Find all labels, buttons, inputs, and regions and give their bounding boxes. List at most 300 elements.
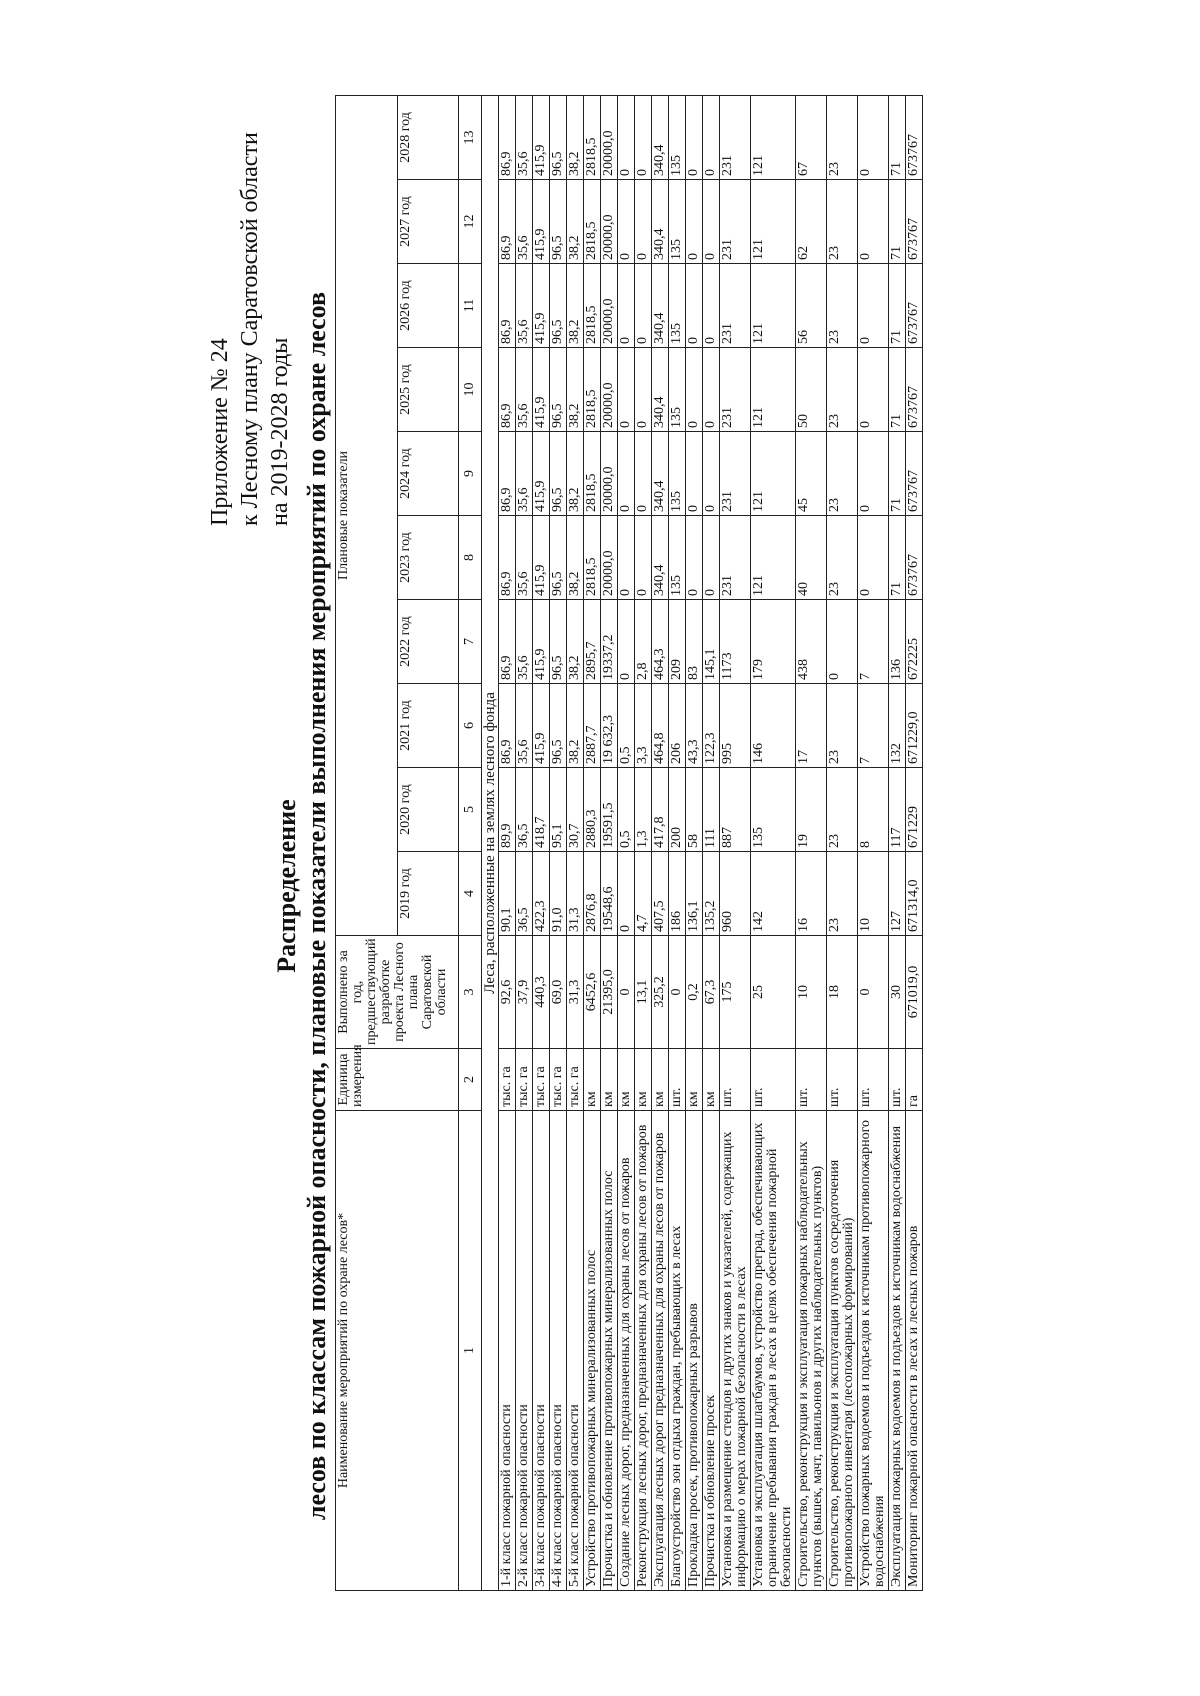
table-row	[499, 95, 516, 1590]
row-value: 23	[827, 348, 858, 432]
row-value: 340,4	[652, 180, 669, 264]
row-done: 0	[669, 936, 686, 1049]
year-header: 2019 год	[397, 852, 459, 936]
row-value: 36,5	[516, 852, 533, 936]
row-done: 0	[858, 936, 889, 1049]
table-row	[584, 95, 601, 1590]
year-header: 2021 год	[397, 684, 459, 768]
row-value: 0	[686, 348, 703, 432]
row-value: 35,6	[516, 684, 533, 768]
year-header: 2025 год	[397, 348, 459, 432]
row-value: 0	[703, 264, 720, 348]
row-name: Установка и эксплуатация шлагбаумов, устройство преград, обеспечивающих ограничение пребывания граждан в лесах в целях обеспечения пожарной безопасности	[751, 1111, 796, 1591]
row-value: 0	[618, 852, 635, 936]
row-value: 0	[686, 264, 703, 348]
row-value: 20000,0	[601, 95, 618, 179]
row-value: 86,9	[499, 180, 516, 264]
row-value: 135	[669, 516, 686, 600]
row-value: 0	[703, 516, 720, 600]
column-number: 1	[459, 1111, 482, 1591]
row-unit: км	[601, 1049, 618, 1111]
row-value: 960	[720, 852, 751, 936]
table-row	[796, 95, 827, 1590]
row-value: 415,9	[533, 684, 550, 768]
table-row	[858, 95, 889, 1590]
row-value: 35,6	[516, 180, 533, 264]
row-unit: км	[686, 1049, 703, 1111]
row-value: 0	[686, 95, 703, 179]
appendix-years: на 2019-2028 годы	[267, 337, 293, 526]
row-value: 2818,5	[584, 264, 601, 348]
row-done: 175	[720, 936, 751, 1049]
row-value: 231	[720, 264, 751, 348]
row-value: 2818,5	[584, 95, 601, 179]
row-value: 121	[751, 348, 796, 432]
row-value: 2818,5	[584, 348, 601, 432]
year-header: 2023 год	[397, 516, 459, 600]
row-value: 117	[889, 768, 906, 852]
row-name: Эксплуатация пожарных водоемов и подъездов к источникам водоснабжения	[889, 1111, 906, 1591]
row-value: 200	[669, 768, 686, 852]
table-body	[482, 95, 923, 1590]
row-unit: км	[584, 1049, 601, 1111]
row-name: 2-й класс пожарной опасности	[516, 1111, 533, 1591]
row-value: 0	[686, 180, 703, 264]
row-value: 121	[751, 432, 796, 516]
row-value: 1173	[720, 600, 751, 684]
row-name: Благоустройство зон отдыха граждан, пребывающих в лесах	[669, 1111, 686, 1591]
row-unit: шт.	[751, 1049, 796, 1111]
row-value: 0	[635, 264, 652, 348]
row-value: 83	[686, 600, 703, 684]
table-row	[550, 95, 567, 1590]
row-name: Устройство противопожарных минерализованных полос	[584, 1111, 601, 1591]
row-value: 38,2	[567, 600, 584, 684]
row-value: 96,5	[550, 264, 567, 348]
row-value: 86,9	[499, 432, 516, 516]
row-value: 38,2	[567, 432, 584, 516]
row-value: 0	[635, 348, 652, 432]
row-value: 671314,0	[906, 852, 923, 936]
row-value: 135,2	[703, 852, 720, 936]
row-name: Прочистка и обновление просек	[703, 1111, 720, 1591]
row-value: 127	[889, 852, 906, 936]
row-value: 179	[751, 600, 796, 684]
row-value: 38,2	[567, 95, 584, 179]
row-value: 7	[858, 684, 889, 768]
row-value: 43,3	[686, 684, 703, 768]
fire-protection-table	[335, 95, 923, 1591]
table-container	[335, 96, 923, 1591]
row-value: 95,1	[550, 768, 567, 852]
row-value: 38,2	[567, 348, 584, 432]
row-value: 673767	[906, 180, 923, 264]
row-value: 35,6	[516, 348, 533, 432]
page-title: Распределение	[272, 799, 301, 973]
row-value: 673767	[906, 264, 923, 348]
row-unit: шт.	[889, 1049, 906, 1111]
row-name: Эксплуатация лесных дорог предназначенных для охраны лесов от пожаров	[652, 1111, 669, 1591]
row-value: 0	[858, 264, 889, 348]
column-number: 4	[459, 852, 482, 936]
row-value: 673767	[906, 432, 923, 516]
column-number: 3	[459, 936, 482, 1049]
row-value: 0	[858, 180, 889, 264]
row-value: 36,5	[516, 768, 533, 852]
row-value: 23	[827, 516, 858, 600]
row-name: 3-й класс пожарной опасности	[533, 1111, 550, 1591]
appendix-plan: к Лесному плану Саратовской области	[237, 132, 263, 526]
row-value: 186	[669, 852, 686, 936]
row-value: 1,3	[635, 768, 652, 852]
row-value: 0	[686, 516, 703, 600]
row-value: 71	[889, 264, 906, 348]
row-unit: га	[906, 1049, 923, 1111]
row-done: 92,6	[499, 936, 516, 1049]
column-number: 8	[459, 516, 482, 600]
row-value: 438	[796, 600, 827, 684]
row-value: 2818,5	[584, 432, 601, 516]
row-value: 96,5	[550, 432, 567, 516]
row-value: 23	[827, 768, 858, 852]
row-value: 23	[827, 95, 858, 179]
row-value: 96,5	[550, 348, 567, 432]
row-value: 2818,5	[584, 180, 601, 264]
row-unit: шт.	[827, 1049, 858, 1111]
row-value: 121	[751, 516, 796, 600]
row-value: 23	[827, 852, 858, 936]
row-unit: шт.	[858, 1049, 889, 1111]
row-value: 340,4	[652, 432, 669, 516]
row-done: 13,1	[635, 936, 652, 1049]
row-value: 415,9	[533, 600, 550, 684]
column-number: 13	[459, 95, 482, 179]
row-value: 340,4	[652, 264, 669, 348]
row-name: Строительство, реконструкция и эксплуатация пожарных наблюдательных пунктов (вышек, мачт, павильонов и других наблюдательных пунктов)	[796, 1111, 827, 1591]
row-value: 86,9	[499, 348, 516, 432]
table-row	[635, 95, 652, 1590]
row-value: 45	[796, 432, 827, 516]
row-value: 121	[751, 264, 796, 348]
row-value: 71	[889, 180, 906, 264]
column-number: 5	[459, 768, 482, 852]
row-done: 6452,6	[584, 936, 601, 1049]
row-done: 18	[827, 936, 858, 1049]
row-value: 0	[858, 95, 889, 179]
row-value: 121	[751, 95, 796, 179]
row-value: 135	[669, 432, 686, 516]
header-name: Наименование мероприятий по охране лесов*	[336, 1111, 459, 1591]
row-value: 464,3	[652, 600, 669, 684]
row-value: 86,9	[499, 95, 516, 179]
row-name: Прокладка просек, противопожарных разрывов	[686, 1111, 703, 1591]
table-row	[516, 95, 533, 1590]
row-value: 0	[635, 516, 652, 600]
row-value: 35,6	[516, 432, 533, 516]
row-value: 3,3	[635, 684, 652, 768]
row-value: 231	[720, 95, 751, 179]
row-unit: шт.	[669, 1049, 686, 1111]
row-value: 231	[720, 432, 751, 516]
row-value: 135	[669, 95, 686, 179]
row-value: 415,9	[533, 95, 550, 179]
row-value: 62	[796, 180, 827, 264]
row-unit: шт.	[720, 1049, 751, 1111]
column-number: 10	[459, 348, 482, 432]
row-value: 135	[669, 264, 686, 348]
row-value: 0,5	[618, 768, 635, 852]
row-done: 325,2	[652, 936, 669, 1049]
row-name: 1-й класс пожарной опасности	[499, 1111, 516, 1591]
row-value: 96,5	[550, 516, 567, 600]
row-value: 8	[858, 768, 889, 852]
row-value: 135	[669, 180, 686, 264]
row-value: 91,0	[550, 852, 567, 936]
row-done: 440,3	[533, 936, 550, 1049]
row-value: 415,9	[533, 264, 550, 348]
row-value: 231	[720, 348, 751, 432]
row-value: 0	[618, 95, 635, 179]
row-value: 86,9	[499, 600, 516, 684]
row-value: 206	[669, 684, 686, 768]
column-number: 12	[459, 180, 482, 264]
row-unit: км	[635, 1049, 652, 1111]
row-done: 67,3	[703, 936, 720, 1049]
row-unit: тыс. га	[550, 1049, 567, 1111]
row-unit: тыс. га	[499, 1049, 516, 1111]
row-value: 0	[858, 516, 889, 600]
row-value: 31,3	[567, 852, 584, 936]
row-value: 0	[703, 180, 720, 264]
row-value: 2,8	[635, 600, 652, 684]
row-value: 415,9	[533, 432, 550, 516]
row-value: 17	[796, 684, 827, 768]
row-value: 340,4	[652, 516, 669, 600]
row-value: 19 632,3	[601, 684, 618, 768]
row-name: Реконструкция лесных дорог, предназначенных для охраны лесов от пожаров	[635, 1111, 652, 1591]
row-value: 0	[635, 180, 652, 264]
row-value: 86,9	[499, 516, 516, 600]
header-done: Выполнено за год, предшествующий разработке проекта Лесного плана Саратовской области	[336, 936, 459, 1049]
row-value: 38,2	[567, 264, 584, 348]
table-row	[703, 95, 720, 1590]
column-number: 6	[459, 684, 482, 768]
row-done: 0,2	[686, 936, 703, 1049]
row-value: 40	[796, 516, 827, 600]
row-value: 340,4	[652, 348, 669, 432]
row-value: 135	[751, 768, 796, 852]
row-value: 35,6	[516, 600, 533, 684]
table-row	[686, 95, 703, 1590]
row-value: 136,1	[686, 852, 703, 936]
row-value: 422,3	[533, 852, 550, 936]
row-unit: км	[652, 1049, 669, 1111]
row-value: 464,8	[652, 684, 669, 768]
table-row	[652, 95, 669, 1590]
row-value: 415,9	[533, 348, 550, 432]
row-value: 0	[858, 432, 889, 516]
row-done: 31,3	[567, 936, 584, 1049]
table-row	[889, 95, 906, 1590]
column-number: 2	[459, 1049, 482, 1111]
row-value: 96,5	[550, 95, 567, 179]
row-value: 7	[858, 600, 889, 684]
row-value: 19	[796, 768, 827, 852]
row-value: 136	[889, 600, 906, 684]
section-row: Леса, расположенные на землях лесного фонда	[482, 95, 499, 1590]
year-header: 2026 год	[397, 264, 459, 348]
row-value: 67	[796, 95, 827, 179]
row-value: 90,1	[499, 852, 516, 936]
row-value: 673767	[906, 95, 923, 179]
year-header: 2022 год	[397, 600, 459, 684]
row-value: 132	[889, 684, 906, 768]
row-value: 20000,0	[601, 264, 618, 348]
table-row	[751, 95, 796, 1590]
row-done: 30	[889, 936, 906, 1049]
table-row	[669, 95, 686, 1590]
row-value: 0	[827, 600, 858, 684]
row-value: 23	[827, 264, 858, 348]
table-row	[906, 95, 923, 1590]
row-done: 25	[751, 936, 796, 1049]
row-value: 23	[827, 684, 858, 768]
row-unit: шт.	[796, 1049, 827, 1111]
row-value: 58	[686, 768, 703, 852]
row-value: 142	[751, 852, 796, 936]
row-value: 417,8	[652, 768, 669, 852]
table-row	[533, 95, 550, 1590]
row-value: 89,9	[499, 768, 516, 852]
row-value: 418,7	[533, 768, 550, 852]
row-value: 2887,7	[584, 684, 601, 768]
row-value: 407,5	[652, 852, 669, 936]
row-value: 10	[858, 852, 889, 936]
row-value: 0	[618, 516, 635, 600]
row-value: 23	[827, 180, 858, 264]
row-value: 0,5	[618, 684, 635, 768]
row-value: 30,7	[567, 768, 584, 852]
row-value: 19591,5	[601, 768, 618, 852]
row-value: 19337,2	[601, 600, 618, 684]
row-value: 0	[618, 348, 635, 432]
row-value: 887	[720, 768, 751, 852]
row-done: 671019,0	[906, 936, 923, 1049]
row-value: 96,5	[550, 684, 567, 768]
row-name: Установка и размещение стендов и других знаков и указателей, содержащих информацию о мерах пожарной безопасности в лесах	[720, 1111, 751, 1591]
row-value: 122,3	[703, 684, 720, 768]
row-value: 2880,3	[584, 768, 601, 852]
row-value: 35,6	[516, 264, 533, 348]
row-value: 0	[686, 432, 703, 516]
row-done: 0	[618, 936, 635, 1049]
row-value: 671229	[906, 768, 923, 852]
row-value: 50	[796, 348, 827, 432]
column-number: 11	[459, 264, 482, 348]
row-value: 35,6	[516, 516, 533, 600]
row-done: 37,9	[516, 936, 533, 1049]
row-value: 415,9	[533, 516, 550, 600]
row-value: 20000,0	[601, 348, 618, 432]
row-unit: тыс. га	[567, 1049, 584, 1111]
row-done: 10	[796, 936, 827, 1049]
header-plan: Плановые показатели	[336, 95, 398, 935]
column-number: 9	[459, 432, 482, 516]
page-subtitle: лесов по классам пожарной опасности, плановые показатели выполнения мероприятий по охране лесов	[302, 291, 331, 1521]
row-value: 20000,0	[601, 432, 618, 516]
row-value: 135	[669, 348, 686, 432]
row-value: 146	[751, 684, 796, 768]
row-value: 209	[669, 600, 686, 684]
row-done: 21395,0	[601, 936, 618, 1049]
row-value: 111	[703, 768, 720, 852]
row-value: 231	[720, 180, 751, 264]
table-row	[601, 95, 618, 1590]
row-value: 0	[703, 348, 720, 432]
row-value: 0	[858, 348, 889, 432]
row-value: 20000,0	[601, 516, 618, 600]
row-value: 38,2	[567, 516, 584, 600]
row-name: Создание лесных дорог, предназначенных для охраны лесов от пожаров	[618, 1111, 635, 1591]
column-number-row	[459, 95, 482, 1590]
row-name: 4-й класс пожарной опасности	[550, 1111, 567, 1591]
row-value: 16	[796, 852, 827, 936]
row-value: 0	[703, 432, 720, 516]
year-header: 2027 год	[397, 180, 459, 264]
row-name: Строительство, реконструкция и эксплуатация пунктов сосредоточения противопожарного инвентаря (лесопожарных формирований)	[827, 1111, 858, 1591]
row-value: 71	[889, 516, 906, 600]
table-row	[618, 95, 635, 1590]
row-unit: тыс. га	[533, 1049, 550, 1111]
row-value: 2895,7	[584, 600, 601, 684]
row-unit: тыс. га	[516, 1049, 533, 1111]
row-value: 671229,0	[906, 684, 923, 768]
row-value: 38,2	[567, 684, 584, 768]
row-unit: км	[618, 1049, 635, 1111]
row-value: 0	[618, 600, 635, 684]
appendix-number: Приложение № 24	[207, 338, 233, 526]
row-value: 96,5	[550, 180, 567, 264]
table-row	[827, 95, 858, 1590]
row-value: 56	[796, 264, 827, 348]
row-value: 20000,0	[601, 180, 618, 264]
row-value: 19548,6	[601, 852, 618, 936]
table-row	[720, 95, 751, 1590]
row-value: 0	[703, 95, 720, 179]
row-value: 415,9	[533, 180, 550, 264]
row-value: 2876,8	[584, 852, 601, 936]
row-value: 35,6	[516, 95, 533, 179]
column-number: 7	[459, 600, 482, 684]
row-value: 672225	[906, 600, 923, 684]
year-header: 2028 год	[397, 95, 459, 179]
row-value: 2818,5	[584, 516, 601, 600]
row-value: 121	[751, 180, 796, 264]
row-value: 71	[889, 348, 906, 432]
row-name: Прочистка и обновление противопожарных минерализованных полос	[601, 1111, 618, 1591]
row-value: 4,7	[635, 852, 652, 936]
row-done: 69,0	[550, 936, 567, 1049]
row-value: 71	[889, 95, 906, 179]
row-value: 86,9	[499, 684, 516, 768]
row-value: 145,1	[703, 600, 720, 684]
row-value: 38,2	[567, 180, 584, 264]
row-value: 0	[618, 264, 635, 348]
row-value: 23	[827, 432, 858, 516]
row-name: 5-й класс пожарной опасности	[567, 1111, 584, 1591]
row-value: 0	[635, 95, 652, 179]
year-header: 2020 год	[397, 768, 459, 852]
